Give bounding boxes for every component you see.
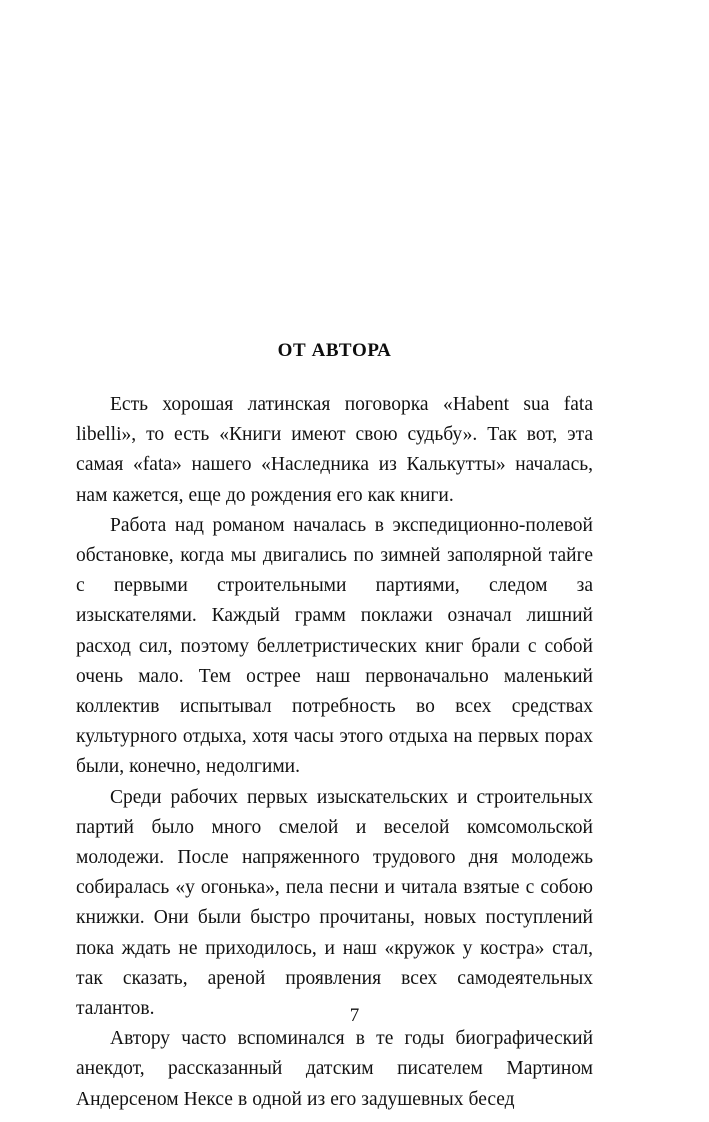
page-number: 7 <box>349 1005 360 1026</box>
paragraph-2: Работа над романом началась в экспедиционно-полевой обстановке, когда мы двигались по зимней заполярной тайге с первыми строительными партиями, следом за изыскателями. Каждый грамм поклажи означал лишний расход сил, поэтому беллетристических книг брали с собой очень мало. Тем острее наш первоначально маленький коллектив испытывал потребность во всех средствах культурного отдыха, хотя часы этого отдыха на первых порах были, конечно, недолгими. <box>76 514 593 778</box>
page-content <box>76 340 593 1115</box>
paragraph-3: Среди рабочих первых изыскательских и строительных партий было много смелой и веселой комсомольской молодежи. После напряженного трудового дня молодежь собиралась «у огонька», пела песни и читала взятые с собою книжки. Они были быстро прочитаны, новых поступлений пока ждать не приходилось, и наш «кружок у костра» стал, так сказать, ареной проявления всех самодеятельных талантов. <box>76 786 593 1020</box>
chapter-title: ОТ АВТОРА <box>277 340 392 361</box>
paragraph-1: Есть хорошая латинская поговорка «Habent sua fata libelli», то есть «Книги имеют свою судьбу». Так вот, эта самая «fata» нашего «Наследника из Калькутты» началась, нам кажется, еще до рождения его как книги. <box>76 394 593 506</box>
paragraph-4: Автору часто вспоминался в те годы биографический анекдот, рассказанный датским писателем Мартином Андерсеном Нексе в одной из его задушевных бесед <box>76 1028 593 1110</box>
